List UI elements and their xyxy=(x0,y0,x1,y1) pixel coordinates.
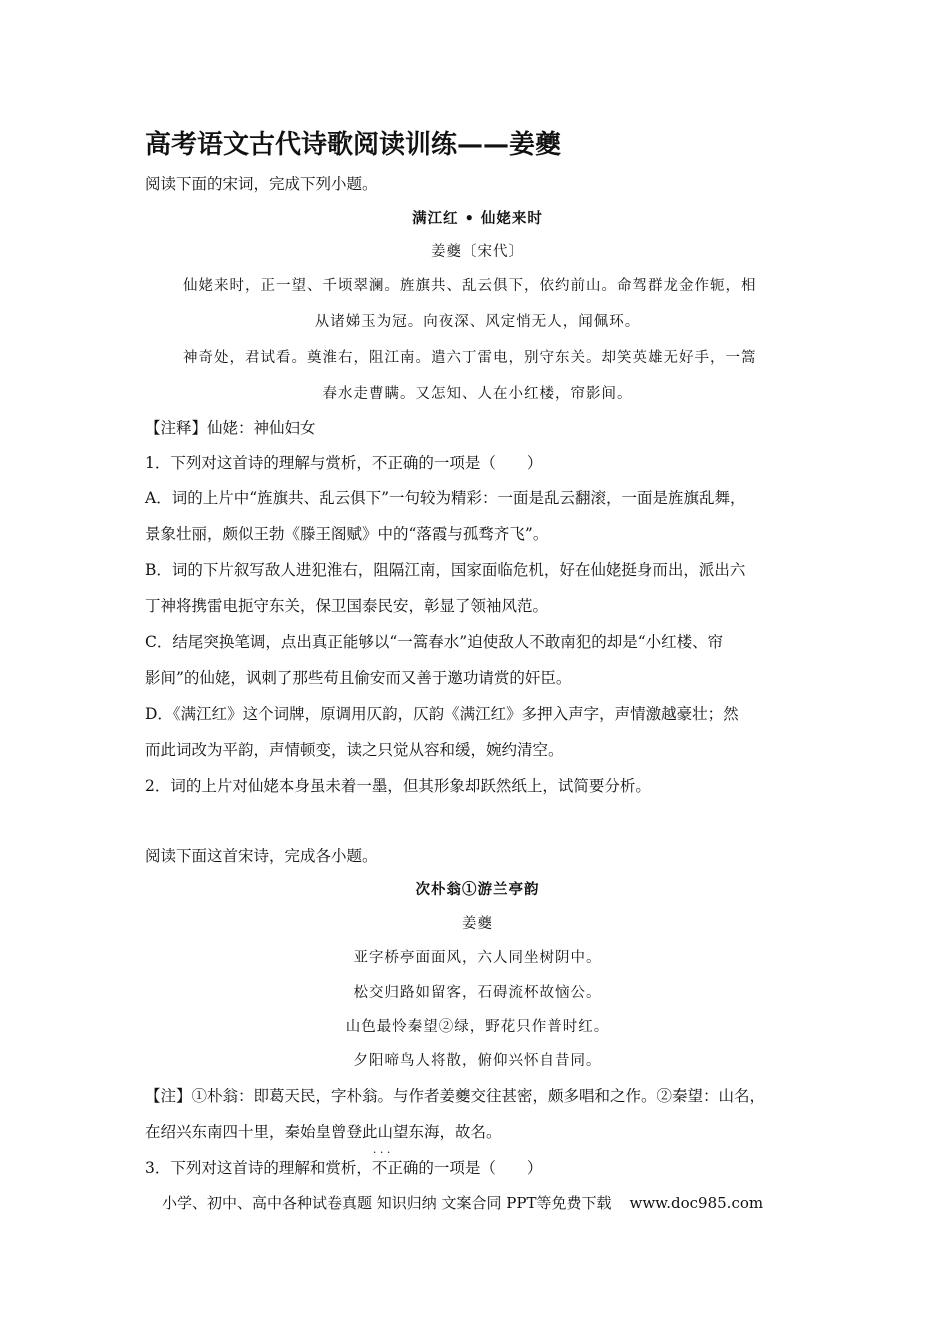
section1-intro: 阅读下面的宋词，完成下列小题。 xyxy=(145,175,378,193)
question-1: 1．下列对这首诗的理解与赏析，不正确的一项是（ ） xyxy=(145,454,543,472)
option-a-line2: 景象壮丽，颇似王勃《滕王阁赋》中的“落霞与孤骛齐飞”。 xyxy=(145,525,549,543)
poem1-line: 春水走曹瞒。又怎知、人在小红楼，帘影间。 xyxy=(322,386,633,402)
option-d-line2: 而此词改为平韵，声情顿变，读之只觉从容和缓，婉约清空。 xyxy=(145,741,564,759)
poem1-line: 仙姥来时，正一望、千顷翠澜。旌旗共、乱云俱下，依约前山。命驾群龙金作轭，相 xyxy=(183,278,757,294)
poem2-title: 次朴翁①游兰亭韵 xyxy=(415,881,540,898)
option-c-line2: 影间”的仙姥，讽刺了那些苟且偷安而又善于邀功请赏的奸臣。 xyxy=(145,669,572,687)
question-3-tail: 的一项是（ ） xyxy=(418,1159,543,1177)
poem2-author: 姜夔 xyxy=(462,916,493,932)
poem1-line: 神奇处，君试看。奠淮右，阻江南。遣六丁雷电，别守东关。却笑英雄无好手，一篙 xyxy=(183,350,757,366)
question-3-emphasis: · · · 不正确 xyxy=(372,1156,419,1178)
page-footer xyxy=(162,1192,763,1213)
poem2-line: 亚字桥亭面面风，六人同坐树阴中。 xyxy=(353,950,602,966)
option-d-line1: D．《满江红》这个词牌，原调用仄韵，仄韵《满江红》多押入声字，声情激越豪壮；然 xyxy=(145,705,739,723)
poem1-title: 满江红 • 仙姥来时 xyxy=(412,210,543,227)
option-a-line1: A．词的上片中“旌旗共、乱云俱下”一句较为精彩：一面是乱云翻滚，一面是旌旗乱舞， xyxy=(145,489,746,507)
footer-text: 小学、初中、高中各种试卷真题 知识归纳 文案合同 PPT等免费下载 xyxy=(162,1194,612,1212)
poem2-note-line1: 【注】①朴翁：即葛天民，字朴翁。与作者姜夔交往甚密，颇多唱和之作。②秦望：山名， xyxy=(145,1087,766,1105)
poem2-line: 山色最怜秦望②绿，野花只作普时红。 xyxy=(345,1019,610,1035)
poem1-line: 从诸娣玉为冠。向夜深、风定悄无人，闻佩环。 xyxy=(314,314,641,330)
option-b-line2: 丁神将携雷电扼守东关，保卫国泰民安，彰显了领袖风范。 xyxy=(145,597,549,615)
poem1-note: 【注释】仙姥：神仙妇女 xyxy=(145,419,316,437)
section2-intro: 阅读下面这首宋诗，完成各小题。 xyxy=(145,847,378,865)
poem2-line: 松交归路如留客，石碍流杯故恼公。 xyxy=(353,985,602,1001)
poem2-line: 夕阳啼鸟人将散，俯仰兴怀自昔同。 xyxy=(353,1053,602,1069)
footer-site-link[interactable]: www.doc985.com xyxy=(629,1194,764,1212)
question-2: 2．词的上片对仙姥本身虽未着一墨，但其形象却跃然纸上，试简要分析。 xyxy=(145,777,651,795)
poem1-author: 姜夔〔宋代〕 xyxy=(431,244,524,260)
option-b-line1: B．词的下片叙写敌人进犯淮右，阻隔江南，国家面临危机，好在仙姥挺身而出，派出六 xyxy=(145,561,746,579)
question-3-text: 3．下列对这首诗的理解和赏析， xyxy=(145,1159,372,1177)
question-3 xyxy=(145,1156,810,1178)
page-title: 高考语文古代诗歌阅读训练——姜夔 xyxy=(145,130,562,160)
poem2-note-line2: 在绍兴东南四十里，秦始皇曾登此山望东海，故名。 xyxy=(145,1123,502,1141)
option-c-line1: C．结尾突换笔调，点出真正能够以“一篙春水”迫使敌人不敢南犯的却是“小红楼、帘 xyxy=(145,633,724,651)
